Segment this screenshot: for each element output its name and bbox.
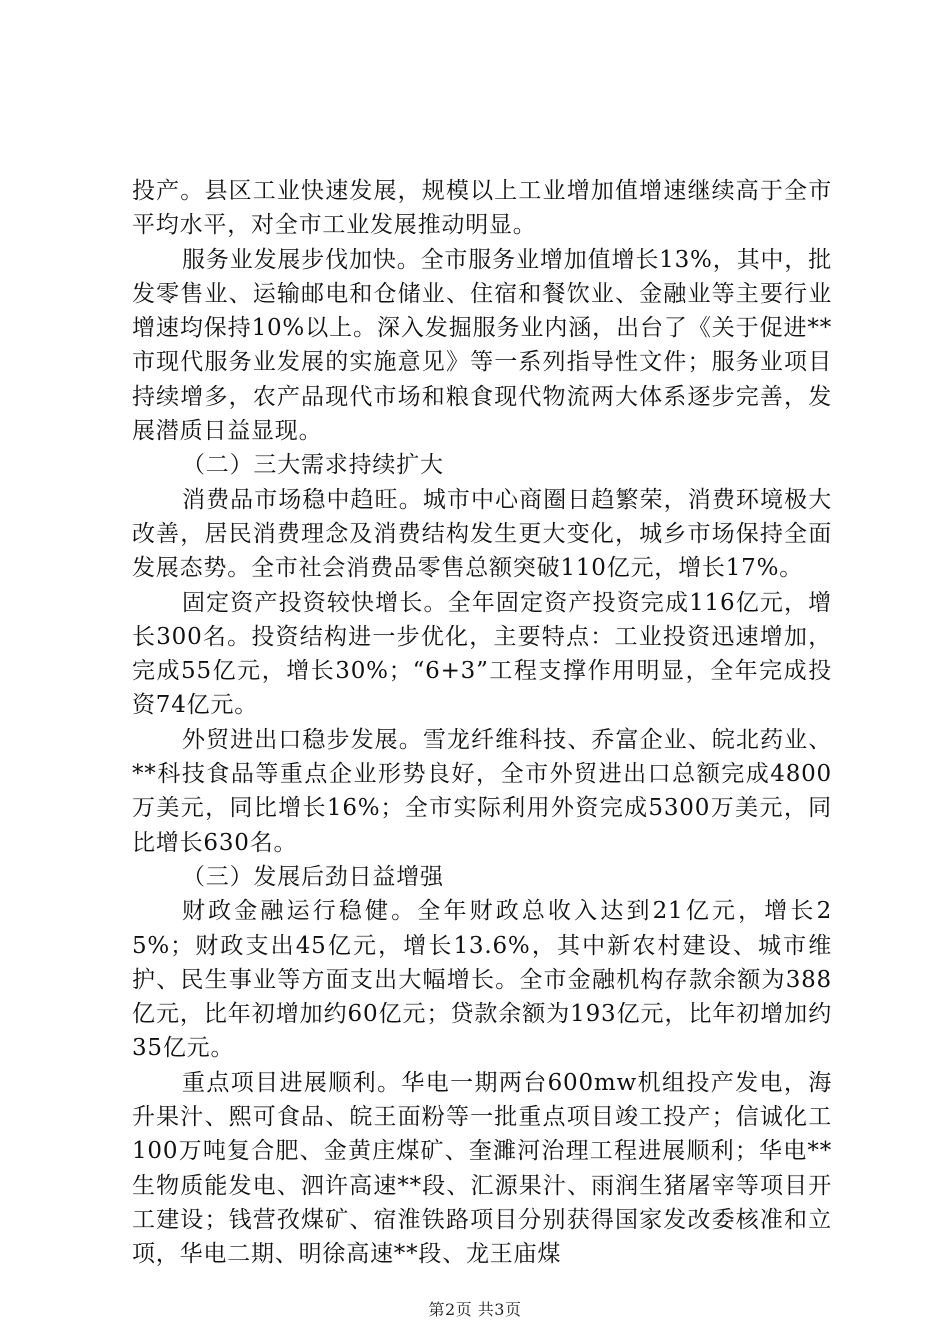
page-footer: 第2页 共3页 bbox=[428, 1300, 522, 1319]
paragraph-fixed-asset-investment: 固定资产投资较快增长。全年固定资产投资完成116亿元，增长300名。投资结构进一步优化，主要特点：工业投资迅速增加，完成55亿元，增长30%；“6+3”工程支撑作用明显，全年完成投资74亿元。 bbox=[132, 589, 832, 719]
section-heading-demand: （二）三大需求持续扩大 bbox=[182, 452, 444, 479]
paragraph-consumer-market: 消费品市场稳中趋旺。城市中心商圈日趋繁荣，消费环境极大改善，居民消费理念及消费结构发生更大变化，城乡市场保持全面发展态势。全市社会消费品零售总额突破110亿元，增长17%。 bbox=[132, 486, 832, 582]
document-body bbox=[132, 174, 832, 1272]
section-heading-momentum: （三）发展后劲日益增强 bbox=[182, 863, 444, 890]
paragraph-key-projects: 重点项目进展顺利。华电一期两台600mw机组投产发电，海升果汁、熙可食品、皖王面粉等一批重点项目竣工投产；信诚化工100万吨复合肥、金黄庄煤矿、奎濉河治理工程进展顺利；华电**生物质能发电、泗许高速**段、汇源果汁、雨润生猪屠宰等项目开工建设；钱营孜煤矿、宿淮铁路项目分别获得国家发改委核准和立项，华电二期、明徐高速**段、龙王庙煤 bbox=[132, 1069, 832, 1268]
paragraph-finance: 财政金融运行稳健。全年财政总收入达到21亿元，增长25%；财政支出45亿元，增长13.6%，其中新农村建设、城市维护、民生事业等方面支出大幅增长。全市金融机构存款余额为388亿元，比年初增加约60亿元；贷款余额为193亿元，比年初增加约35亿元。 bbox=[132, 898, 832, 1062]
paragraph-continuation: 投产。县区工业快速发展，规模以上工业增加值增速继续高于全市平均水平，对全市工业发展推动明显。 bbox=[132, 178, 832, 239]
paragraph-service-industry: 服务业发展步伐加快。全市服务业增加值增长13%，其中，批发零售业、运输邮电和仓储业、住宿和餐饮业、金融业等主要行业增速均保持10%以上。深入发掘服务业内涵，出台了《关于促进**市现代服务业发展的实施意见》等一系列指导性文件；服务业项目持续增多，农产品现代市场和粮食现代物流两大体系逐步完善，发展潜质日益显现。 bbox=[132, 246, 832, 445]
paragraph-foreign-trade: 外贸进出口稳步发展。雪龙纤维科技、乔富企业、皖北药业、**科技食品等重点企业形势良好，全市外贸进出口总额完成4800万美元，同比增长16%；全市实际利用外资完成5300万美元，同比增长630名。 bbox=[132, 726, 832, 856]
